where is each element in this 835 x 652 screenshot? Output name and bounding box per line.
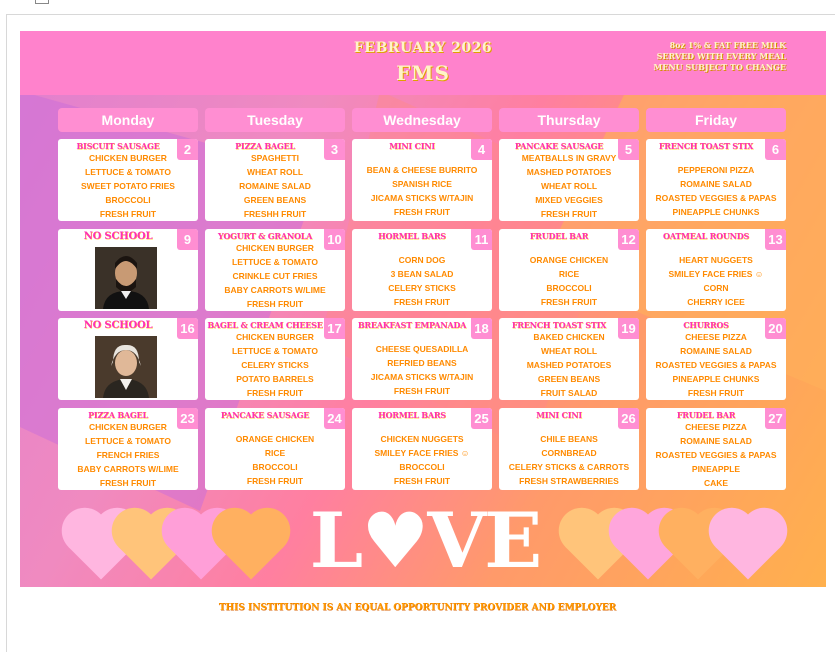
menu-item: ROASTED VEGGIES & PAPAS — [655, 193, 777, 203]
lunch-items — [352, 163, 492, 219]
breakfast-title: PANCAKE SAUSAGE — [514, 141, 604, 151]
breakfast-title: HORMEL BARS — [378, 410, 446, 420]
menu-item: FRESH FRUIT — [393, 386, 451, 396]
menu-item: SWEET POTATO FRIES — [81, 181, 175, 191]
date-number: 5 — [618, 139, 639, 160]
menu-item: BROCCOLI — [252, 462, 298, 472]
love-letter-l: L — [309, 496, 362, 585]
menu-day-cell — [58, 408, 198, 490]
menu-item: ROASTED VEGGIES & PAPAS — [655, 360, 777, 370]
menu-item: BROCCOLI — [546, 283, 592, 293]
menu-item: PINEAPPLE CHUNKS — [672, 207, 760, 217]
lunch-items — [646, 253, 786, 309]
date-number: 3 — [324, 139, 345, 160]
menu-day-cell — [352, 408, 492, 490]
menu-item: WHEAT ROLL — [246, 167, 304, 177]
menu-poster — [20, 31, 826, 587]
menu-item: CORN DOG — [398, 255, 446, 265]
love-banner — [20, 496, 826, 587]
menu-item: BAKED CHICKEN — [533, 332, 605, 342]
menu-item: CHEESE PIZZA — [685, 422, 747, 432]
menu-day-cell — [205, 318, 345, 400]
menu-item: FRUIT SALAD — [540, 388, 598, 398]
menu-day-cell — [499, 229, 639, 311]
heart-icon: ♥ — [361, 496, 428, 585]
menu-item: GREEN BEANS — [243, 195, 307, 205]
date-number: 27 — [765, 408, 786, 429]
menu-item: FRESH FRUIT — [687, 388, 745, 398]
lunch-items — [499, 253, 639, 309]
breakfast-title: OATMEAL ROUNDS — [662, 231, 750, 241]
menu-item: CORN — [703, 283, 729, 293]
menu-item: CHEESE QUESADILLA — [375, 344, 469, 354]
lunch-items — [352, 253, 492, 309]
menu-item: FRESH FRUIT — [246, 299, 304, 309]
breakfast-title: PIZZA BAGEL — [88, 410, 148, 420]
menu-item: LETTUCE & TOMATO — [85, 167, 171, 177]
menu-day-cell — [499, 139, 639, 221]
menu-item: ROMAINE SALAD — [239, 181, 311, 191]
lunch-items — [646, 330, 786, 400]
menu-item: WHEAT ROLL — [540, 181, 598, 191]
lunch-items — [646, 163, 786, 219]
lunch-items — [58, 151, 198, 221]
menu-item: LETTUCE & TOMATO — [232, 257, 318, 267]
menu-item: MASHED POTATOES — [526, 360, 612, 370]
no-school-label: NO SCHOOL — [83, 231, 153, 242]
lunch-items — [499, 151, 639, 221]
date-number: 11 — [471, 229, 492, 250]
menu-day-cell — [646, 408, 786, 490]
menu-item: CHICKEN BURGER — [89, 153, 167, 163]
note-line: 8oz 1% & FAT FREE MILK — [669, 40, 786, 50]
note-line: SERVED WITH EVERY MEAL — [656, 51, 786, 61]
menu-item: FRESH FRUIT — [99, 209, 157, 219]
day-header-monday: Monday — [58, 108, 198, 132]
heart-decoration — [715, 514, 780, 579]
day-header-thursday: Thursday — [499, 108, 639, 132]
date-number: 18 — [471, 318, 492, 339]
breakfast-title: CHURROS — [683, 320, 729, 330]
menu-item: FRESH FRUIT — [99, 478, 157, 488]
menu-item: ROMAINE SALAD — [680, 179, 752, 189]
menu-item: BEAN & CHEESE BURRITO — [366, 165, 478, 175]
menu-day-cell — [352, 139, 492, 221]
breakfast-title: YOGURT & GRANOLA — [217, 231, 313, 241]
date-number: 13 — [765, 229, 786, 250]
lunch-items — [205, 151, 345, 221]
date-number: 24 — [324, 408, 345, 429]
menu-item: CHERRY ICEE — [687, 297, 745, 307]
day-header-wednesday: Wednesday — [352, 108, 492, 132]
menu-day-cell — [646, 318, 786, 400]
lunch-items — [205, 330, 345, 400]
breakfast-title: FRUDEL BAR — [529, 231, 589, 241]
menu-item: POTATO BARRELS — [236, 374, 314, 384]
menu-day-cell — [499, 318, 639, 400]
menu-item: CHICKEN BURGER — [89, 422, 167, 432]
lunch-items — [352, 342, 492, 398]
menu-item: SPANISH RICE — [392, 179, 452, 189]
love-wordmark — [280, 498, 570, 584]
menu-day-cell — [58, 139, 198, 221]
lunch-items — [205, 241, 345, 311]
menu-item: CHILE BEANS — [540, 434, 598, 444]
menu-notes — [653, 40, 786, 73]
menu-item: BABY CARROTS W/LIME — [77, 464, 179, 474]
menu-item: FRESH FRUIT — [246, 476, 304, 486]
menu-item: ROMAINE SALAD — [680, 346, 752, 356]
school-title: FMS — [396, 61, 450, 85]
menu-item: CELERY STICKS & CARROTS — [508, 462, 630, 472]
lunch-items — [499, 330, 639, 400]
date-number: 4 — [471, 139, 492, 160]
date-number: 17 — [324, 318, 345, 339]
menu-item: GREEN BEANS — [537, 374, 601, 384]
menu-day-cell — [646, 229, 786, 311]
menu-item: 3 BEAN SALAD — [390, 269, 454, 279]
lunch-items — [646, 420, 786, 490]
menu-item: ROASTED VEGGIES & PAPAS — [655, 450, 777, 460]
menu-item: CAKE — [703, 478, 729, 488]
menu-item: REFRIED BEANS — [387, 358, 457, 368]
date-number: 12 — [618, 229, 639, 250]
equal-opportunity-footer: THIS INSTITUTION IS AN EQUAL OPPORTUNITY PROVIDER AND EMPLOYER — [218, 603, 617, 613]
menu-item: RICE — [264, 448, 286, 458]
day-header-friday: Friday — [646, 108, 786, 132]
menu-item: CRINKLE CUT FRIES — [232, 271, 318, 281]
date-number: 9 — [177, 229, 198, 250]
no-school-label: NO SCHOOL — [83, 320, 153, 331]
menu-item: FRESH FRUIT — [393, 207, 451, 217]
lunch-items — [499, 432, 639, 488]
date-number: 16 — [177, 318, 198, 339]
breakfast-title: FRUDEL BAR — [676, 410, 736, 420]
love-letters-ve: VE — [427, 496, 541, 585]
note-line: MENU SUBJECT TO CHANGE — [653, 62, 786, 72]
menu-day-cell — [205, 139, 345, 221]
corner-checkbox — [35, 0, 49, 4]
menu-item: ROMAINE SALAD — [680, 436, 752, 446]
date-number: 26 — [618, 408, 639, 429]
menu-item: WHEAT ROLL — [540, 346, 598, 356]
menu-item: PINEAPPLE CHUNKS — [672, 374, 760, 384]
lunch-items — [352, 432, 492, 488]
menu-item: CHICKEN BURGER — [236, 243, 314, 253]
menu-item: FRESH FRUIT — [393, 476, 451, 486]
menu-item: SPAGHETTI — [250, 153, 299, 163]
lunch-items — [205, 432, 345, 488]
menu-item: LETTUCE & TOMATO — [232, 346, 318, 356]
menu-item: FRESH FRUIT — [540, 297, 598, 307]
lunch-items — [58, 420, 198, 490]
menu-day-cell — [352, 318, 492, 400]
menu-day-cell — [499, 408, 639, 490]
menu-item: FRESH FRUIT — [540, 209, 598, 219]
menu-item: SMILEY FACE FRIES ☺ — [668, 269, 764, 279]
date-number: 10 — [324, 229, 345, 250]
menu-item: CHICKEN BURGER — [236, 332, 314, 342]
breakfast-title: BREAKFAST EMPANADA — [357, 320, 467, 330]
menu-item: FRESH FRUIT — [246, 388, 304, 398]
breakfast-title: BISCUIT SAUSAGE — [76, 141, 160, 151]
menu-item: BROCCOLI — [399, 462, 445, 472]
menu-day-cell — [205, 408, 345, 490]
breakfast-title: PIZZA BAGEL — [235, 141, 295, 151]
month-title: FEBRUARY 2026 — [353, 40, 493, 56]
menu-day-cell — [58, 318, 198, 400]
menu-item: CHEESE PIZZA — [685, 332, 747, 342]
menu-item: FRENCH FRIES — [96, 450, 160, 460]
menu-item: CELERY STICKS — [388, 283, 456, 293]
menu-item: FRESHH FRUIT — [243, 209, 307, 219]
date-number: 2 — [177, 139, 198, 160]
menu-item: HEART NUGGETS — [679, 255, 753, 265]
menu-item: MIXED VEGGIES — [535, 195, 603, 205]
menu-item: FRESH FRUIT — [393, 297, 451, 307]
date-number: 20 — [765, 318, 786, 339]
date-number: 25 — [471, 408, 492, 429]
menu-item: CELERY STICKS — [241, 360, 309, 370]
menu-item: MEATBALLS IN GRAVY — [521, 153, 617, 163]
menu-item: ORANGE CHICKEN — [235, 434, 315, 444]
menu-day-cell — [646, 139, 786, 221]
menu-item: SMILEY FACE FRIES ☺ — [374, 448, 470, 458]
menu-item: BROCCOLI — [105, 195, 151, 205]
breakfast-title: FRENCH TOAST STIX — [511, 320, 607, 330]
menu-item: MASHED POTATOES — [526, 167, 612, 177]
breakfast-title: FRENCH TOAST STIX — [658, 141, 754, 151]
breakfast-title: MINI CINI — [536, 410, 582, 420]
breakfast-title: HORMEL BARS — [378, 231, 446, 241]
menu-item: JICAMA STICKS W/TAJIN — [370, 372, 474, 382]
breakfast-title: BAGEL & CREAM CHEESE — [207, 320, 323, 330]
header-band — [20, 31, 826, 95]
date-number: 19 — [618, 318, 639, 339]
menu-day-cell — [205, 229, 345, 311]
menu-item: CHICKEN NUGGETS — [380, 434, 464, 444]
menu-item: PINEAPPLE — [691, 464, 741, 474]
menu-item: RICE — [558, 269, 580, 279]
menu-item: JICAMA STICKS W/TAJIN — [370, 193, 474, 203]
menu-item: LETTUCE & TOMATO — [85, 436, 171, 446]
date-number: 23 — [177, 408, 198, 429]
menu-item: BABY CARROTS W/LIME — [224, 285, 326, 295]
menu-item: ORANGE CHICKEN — [529, 255, 609, 265]
date-number: 6 — [765, 139, 786, 160]
breakfast-title: PANCAKE SAUSAGE — [220, 410, 310, 420]
menu-day-cell — [58, 229, 198, 311]
menu-day-cell — [352, 229, 492, 311]
washington-portrait-icon — [95, 336, 157, 398]
menu-item: FRESH STRAWBERRIES — [519, 476, 619, 486]
lincoln-portrait-icon — [95, 247, 157, 309]
menu-item: CORNBREAD — [541, 448, 597, 458]
breakfast-title: MINI CINI — [389, 141, 435, 151]
day-header-tuesday: Tuesday — [205, 108, 345, 132]
heart-decoration — [218, 514, 283, 579]
menu-item: PEPPERONI PIZZA — [677, 165, 755, 175]
